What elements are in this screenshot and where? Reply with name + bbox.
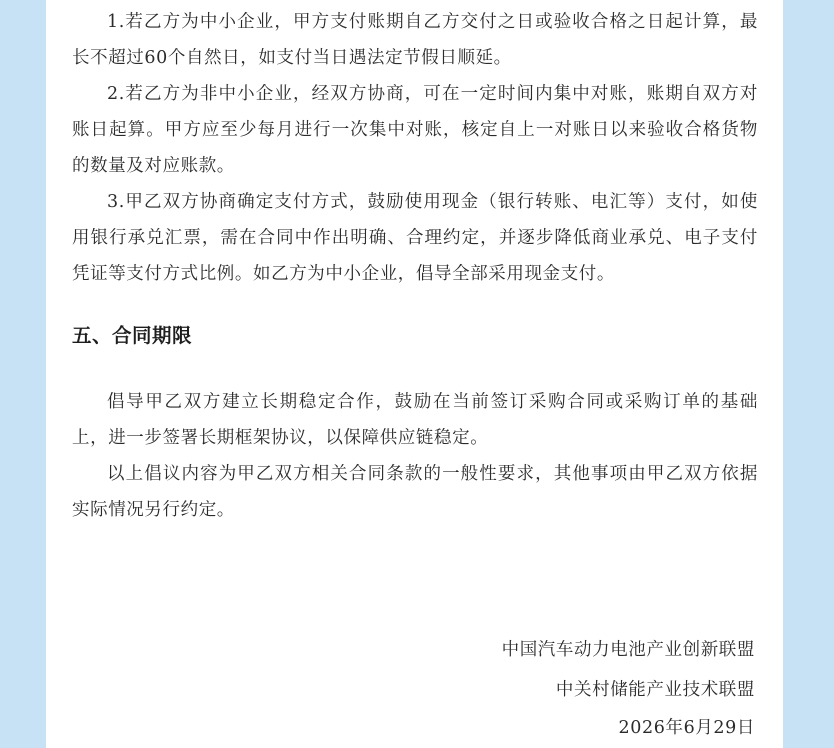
right-side-band — [783, 0, 834, 748]
signature-org-2: 中关村储能产业技术联盟 — [555, 680, 755, 700]
signature-date: 2026年6月29日 — [618, 718, 755, 738]
closing-paragraph: 以上倡议内容为甲乙双方相关合同条款的一般性要求，其他事项由甲乙双方依据实际情况另行约定。 — [72, 464, 758, 520]
left-side-band — [0, 0, 46, 748]
payment-clause-1: 1.若乙方为中小企业，甲方支付账期自乙方交付之日或验收合格之日起计算，最长不超过60个自然日，如支付当日遇法定节假日顺延。 — [72, 12, 758, 68]
contract-term-paragraph: 倡导甲乙双方建立长期稳定合作，鼓励在当前签订采购合同或采购订单的基础上，进一步签署长期框架协议，以保障供应链稳定。 — [72, 392, 758, 448]
article-body — [72, 4, 758, 528]
signature-org-1: 中国汽车动力电池产业创新联盟 — [501, 640, 755, 660]
section-five-heading: 五、合同期限 — [72, 324, 193, 347]
article-page — [46, 0, 783, 748]
payment-clause-2: 2.若乙方为非中小企业，经双方协商，可在一定时间内集中对账，账期自双方对账日起算。甲方应至少每月进行一次集中对账，核定自上一对账日以来验收合格货物的数量及对应账款。 — [72, 84, 758, 176]
payment-clause-3: 3.甲乙双方协商确定支付方式，鼓励使用现金（银行转账、电汇等）支付，如使用银行承兑汇票，需在合同中作出明确、合理约定，并逐步降低商业承兑、电子支付凭证等支付方式比例。如乙方为中小企业，倡导全部采用现金支付。 — [72, 192, 758, 284]
